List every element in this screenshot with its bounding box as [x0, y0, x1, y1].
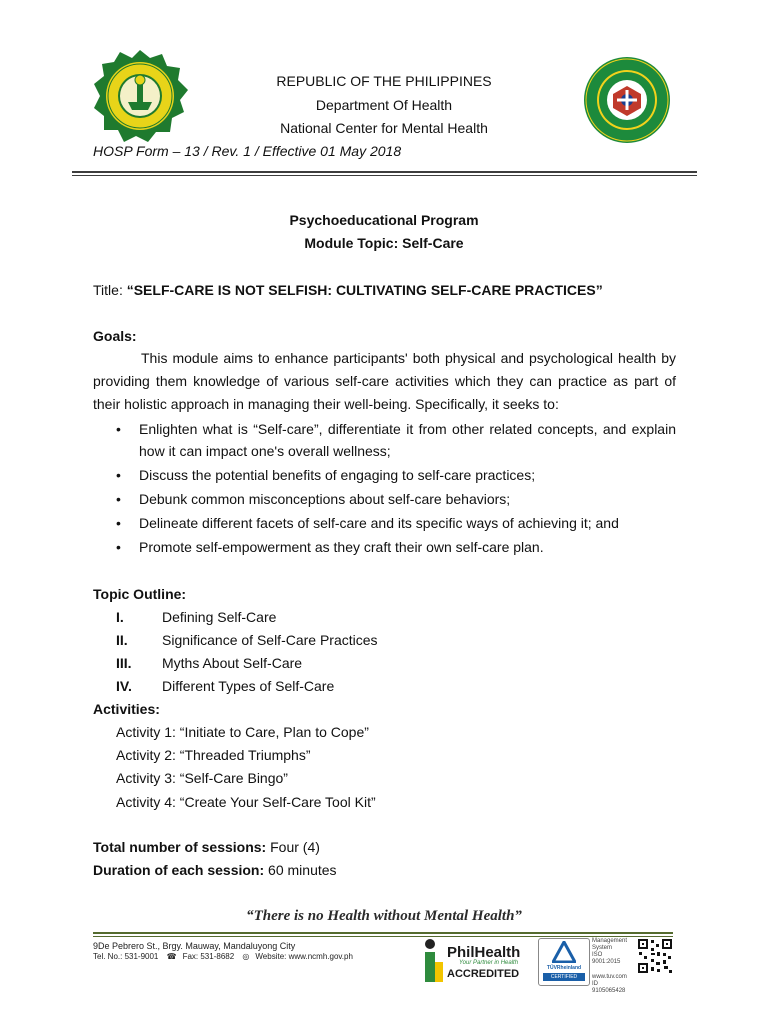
- outline-item: I. Defining Self-Care: [116, 609, 277, 625]
- module-topic: Module Topic: Self-Care: [304, 235, 464, 251]
- title-text: “SELF-CARE IS NOT SELFISH: CULTIVATING SELF-CARE PRACTICES”: [126, 282, 603, 298]
- bullet-icon: •: [116, 421, 121, 437]
- footer-website: Website: www.ncmh.gov.ph: [255, 952, 353, 961]
- outline-item: IV. Different Types of Self-Care: [116, 678, 335, 694]
- sessions-duration: Duration of each session: 60 minutes: [93, 862, 337, 878]
- outline-item: III. Myths About Self-Care: [116, 655, 303, 671]
- goals-list: [93, 418, 676, 560]
- philhealth-name: PhilHealth: [447, 944, 521, 961]
- header-republic: REPUBLIC OF THE PHILIPPINES: [276, 73, 492, 89]
- program-name: Psychoeducational Program: [289, 212, 479, 228]
- qr-code-icon: [637, 938, 673, 974]
- activity-item: Activity 1: “Initiate to Care, Plan to Cope”: [116, 724, 369, 740]
- philhealth-status: ACCREDITED: [447, 968, 520, 980]
- web-icon: ◎: [242, 952, 250, 961]
- activities-heading: Activities:: [93, 701, 160, 717]
- header-department: Department Of Health: [315, 97, 453, 113]
- bullet-icon: •: [116, 539, 121, 555]
- tuv-cert: CERTIFIED: [543, 973, 585, 981]
- goal-item: • Delineate different facets of self-care and its specific ways of achieving it; and: [93, 512, 676, 534]
- outline-heading: Topic Outline:: [93, 586, 187, 602]
- header-rule-thin: [72, 175, 697, 176]
- title-label: Title: [93, 282, 119, 298]
- footer-motto: “There is no Health without Mental Health”: [246, 908, 522, 924]
- iso-certificate-info: Management System ISO 9001:2015 www.tuv.com ID 9105065428: [592, 938, 628, 994]
- goal-item: • Debunk common misconceptions about self-care behaviors;: [93, 488, 676, 510]
- header-center: National Center for Mental Health: [280, 120, 488, 136]
- tuv-name: TÜVRheinland: [546, 965, 582, 971]
- goal-item: • Enlighten what is “Self-care”, differentiate it from other related concepts, and explain how it can impact one's overall wellness;: [93, 418, 676, 462]
- philhealth-figure-icon: [423, 938, 445, 984]
- activity-item: Activity 3: “Self-Care Bingo”: [116, 770, 288, 786]
- footer-rule: [93, 932, 673, 934]
- philhealth-tagline: Your Partner in Health: [459, 960, 519, 966]
- tuv-certified-logo: [538, 938, 590, 986]
- tuv-triangle-icon: [552, 941, 576, 963]
- fax-icon: ☎: [166, 952, 177, 961]
- footer-rule-thin: [93, 936, 673, 937]
- sessions-total: Total number of sessions: Four (4): [93, 839, 320, 855]
- title-colon: :: [118, 282, 127, 298]
- footer-fax: Fax: 531-8682: [182, 952, 235, 961]
- bullet-icon: •: [116, 467, 121, 483]
- activity-item: Activity 2: “Threaded Triumphs”: [116, 747, 311, 763]
- bullet-icon: •: [116, 515, 121, 531]
- footer-address: 9De Pebrero St., Brgy. Mauway, Mandaluyong City: [93, 941, 296, 951]
- philhealth-accredited-logo: [423, 938, 529, 984]
- goals-intro: This module aims to enhance participants' both physical and psychological health by providing them knowledge of various self-care activities which they can practice as part of their holistic approach in managing their well-being. Specifically, it seeks to:: [93, 350, 676, 412]
- goal-item: • Discuss the potential benefits of engaging to self-care practices;: [93, 464, 676, 486]
- goals-heading: Goals:: [93, 328, 137, 344]
- footer-contact: [93, 952, 359, 961]
- outline-item: II. Significance of Self-Care Practices: [116, 632, 378, 648]
- goal-item: • Promote self-empowerment as they craft their own self-care plan.: [93, 536, 676, 558]
- activity-item: Activity 4: “Create Your Self-Care Tool Kit”: [116, 794, 376, 810]
- bullet-icon: •: [116, 491, 121, 507]
- form-reference: HOSP Form – 13 / Rev. 1 / Effective 01 May 2018: [93, 143, 402, 159]
- footer-tel: Tel. No.: 531-9001: [93, 952, 159, 961]
- module-title: [93, 282, 603, 298]
- header-rule: [72, 171, 697, 173]
